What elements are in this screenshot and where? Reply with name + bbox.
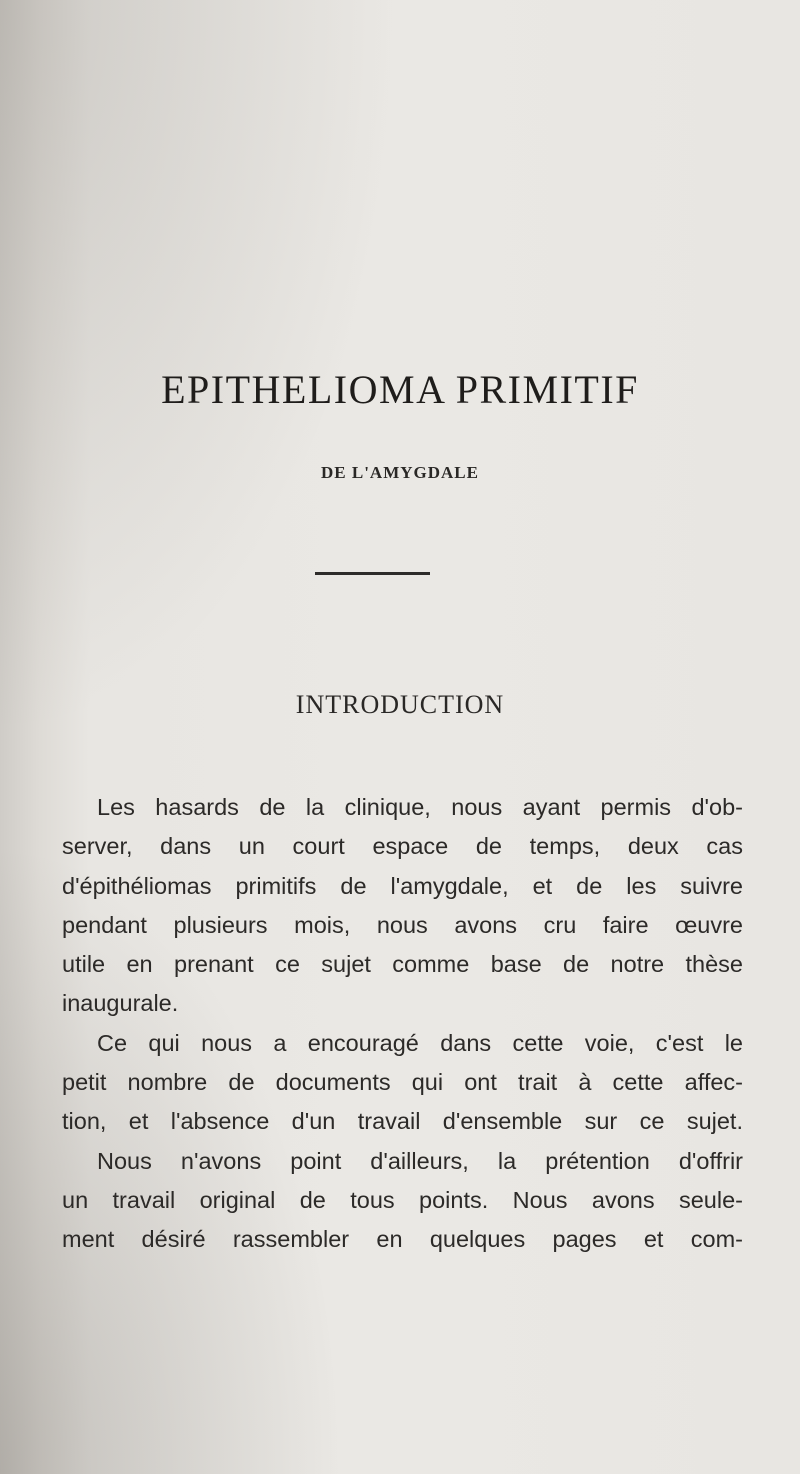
text-line: inaugurale. <box>62 990 179 1017</box>
text-line: Ce qui nous a encouragé dans cette voie, c'est le <box>97 1029 743 1056</box>
text-line: d'épithéliomas primitifs de l'amygdale, et de les suivre <box>62 872 743 899</box>
text-line: pendant plusieurs mois, nous avons cru faire œuvre <box>62 911 743 938</box>
text-line: server, dans un court espace de temps, deux cas <box>62 833 743 860</box>
document-subtitle: DE L'AMYGDALE <box>321 463 479 482</box>
text-line: utile en prenant ce sujet comme base de notre thèse <box>62 951 743 978</box>
text-line: un travail original de tous points. Nous avons seule- <box>62 1186 743 1213</box>
text-line: petit nombre de documents qui ont trait à cette affec- <box>62 1069 743 1096</box>
text-line: tion, et l'absence d'un travail d'ensemble sur ce sujet. <box>62 1108 743 1135</box>
text-line: Les hasards de la clinique, nous ayant permis d'ob- <box>97 794 743 820</box>
section-heading: INTRODUCTION <box>295 690 505 719</box>
text-line: ment désiré rassembler en quelques pages et com- <box>62 1226 743 1253</box>
text-line: Nous n'avons point d'ailleurs, la prétention d'offrir <box>97 1147 743 1174</box>
document-title: EPITHELIOMA PRIMITIF <box>161 367 639 412</box>
horizontal-rule <box>315 572 430 575</box>
body-paragraphs <box>62 788 743 1260</box>
